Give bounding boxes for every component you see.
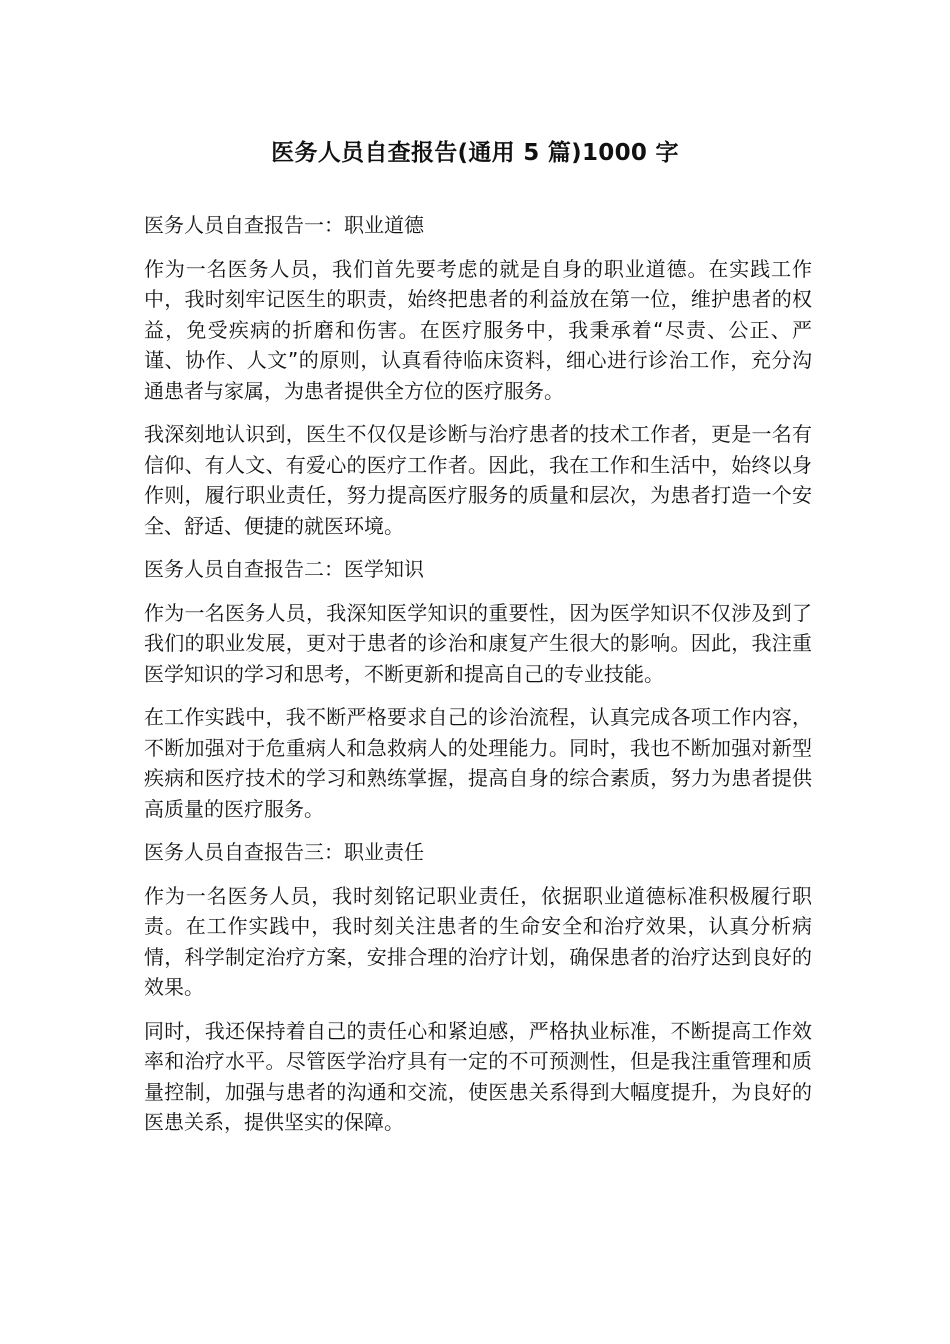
section-heading: 医务人员自查报告三：职业责任: [144, 840, 424, 864]
section-heading: 医务人员自查报告二：医学知识: [144, 557, 424, 581]
paragraph: 在工作实践中，我不断严格要求自己的诊治流程，认真完成各项工作内容，不断加强对于危重病人和急救病人的处理能力。同时，我也不断加强对新型疾病和医疗技术的学习和熟练掌握，提高自身的综合素质，努力为患者提供高质量的医疗服务。: [144, 705, 812, 821]
section-heading: 医务人员自查报告一：职业道德: [144, 213, 424, 237]
section-professional-responsibility: [144, 837, 812, 1138]
section-medical-knowledge: [144, 554, 812, 824]
paragraph: 我深刻地认识到，医生不仅仅是诊断与治疗患者的技术工作者，更是一名有信仰、有人文、有爱心的医疗工作者。因此，我在工作和生活中，始终以身作则，履行职业责任，努力提高医疗服务的质量和层次，为患者打造一个安全、舒适、便捷的就医环境。: [144, 422, 812, 538]
paragraph: 作为一名医务人员，我时刻铭记职业责任，依据职业道德标准积极履行职责。在工作实践中，我时刻关注患者的生命安全和治疗效果，认真分析病情，科学制定治疗方案，安排合理的治疗计划，确保患者的治疗达到良好的效果。: [144, 883, 812, 999]
document-title: 医务人员自查报告(通用 5 篇)1000 字: [271, 140, 679, 166]
document-body: [144, 210, 812, 1151]
paragraph: 作为一名医务人员，我们首先要考虑的就是自身的职业道德。在实践工作中，我时刻牢记医生的职责，始终把患者的利益放在第一位，维护患者的权益，免受疾病的折磨和伤害。在医疗服务中，我秉承着“尽责、公正、严谨、协作、人文”的原则，认真看待临床资料，细心进行诊治工作，充分沟通患者与家属，为患者提供全方位的医疗服务。: [144, 256, 812, 403]
section-professional-ethics: [144, 210, 812, 541]
paragraph: 作为一名医务人员，我深知医学知识的重要性，因为医学知识不仅涉及到了我们的职业发展，更对于患者的诊治和康复产生很大的影响。因此，我注重医学知识的学习和思考，不断更新和提高自己的专业技能。: [144, 600, 812, 686]
paragraph: 同时，我还保持着自己的责任心和紧迫感，严格执业标准，不断提高工作效率和治疗水平。尽管医学治疗具有一定的不可预测性，但是我注重管理和质量控制，加强与患者的沟通和交流，使医患关系得到大幅度提升，为良好的医患关系，提供坚实的保障。: [144, 1018, 812, 1134]
